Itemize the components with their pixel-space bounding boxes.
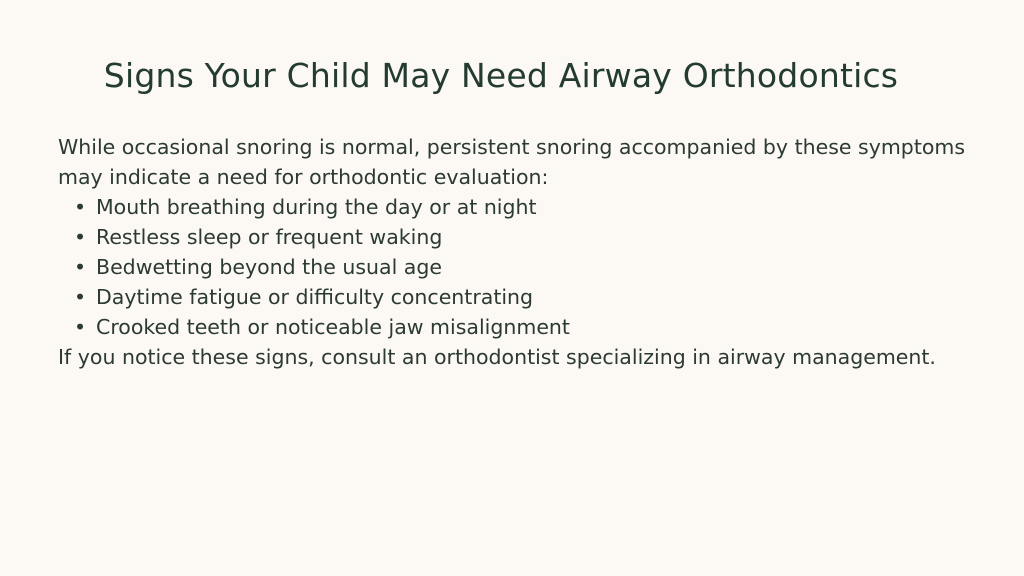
bullet-icon: • [74, 315, 87, 339]
bullet-icon: • [74, 225, 87, 249]
list-item [58, 222, 998, 252]
symptom-list [58, 192, 998, 342]
slide-title: Signs Your Child May Need Airway Orthodontics [103, 56, 899, 95]
list-item-text: Crooked teeth or noticeable jaw misalignment [96, 315, 570, 339]
list-item-text: Mouth breathing during the day or at night [96, 195, 537, 219]
list-item [58, 192, 998, 222]
slide-body [58, 132, 998, 372]
bullet-icon: • [74, 255, 87, 279]
list-item [58, 312, 998, 342]
bullet-icon: • [74, 195, 87, 219]
list-item [58, 252, 998, 282]
intro-paragraph: While occasional snoring is normal, persistent snoring accompanied by these symptoms may indicate a need for orthodontic evaluation: [58, 135, 966, 189]
list-item [58, 282, 998, 312]
list-item-text: Daytime fatigue or difficulty concentrating [96, 285, 534, 309]
closing-paragraph: If you notice these signs, consult an orthodontist specializing in airway management. [58, 345, 936, 369]
list-item-text: Restless sleep or frequent waking [96, 225, 443, 249]
list-item-text: Bedwetting beyond the usual age [96, 255, 442, 279]
bullet-icon: • [74, 285, 87, 309]
